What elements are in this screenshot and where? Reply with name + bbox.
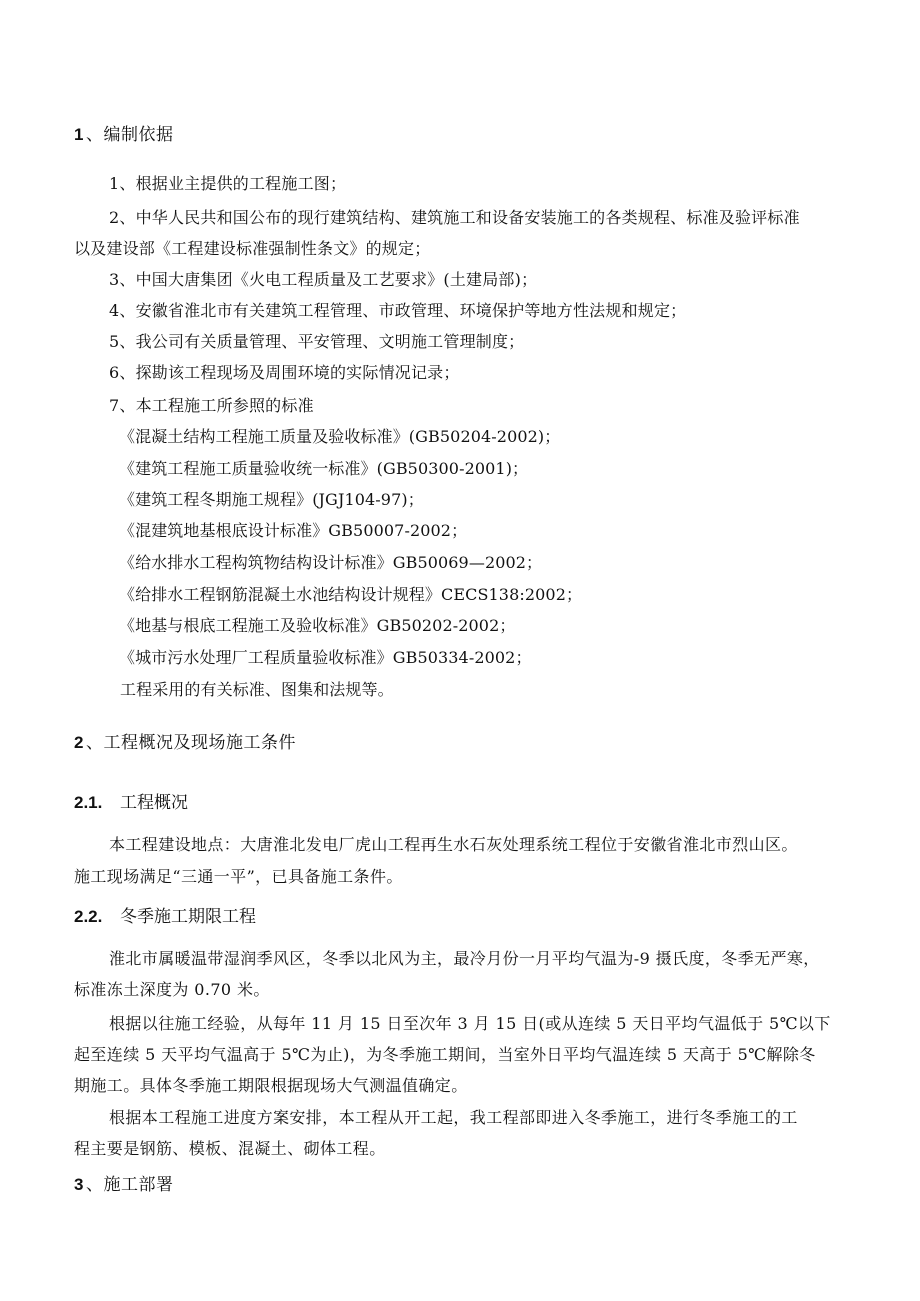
basis-item: 5、我公司有关质量管理、平安管理、文明施工管理制度； bbox=[109, 332, 525, 351]
standard-item: 《给水排水工程构筑物结构设计标准》GB50069—2002； bbox=[119, 553, 543, 572]
basis-item: 2、中华人民共和国公布的现行建筑结构、建筑施工和设备安装施工的各类规程、标准及验评标准 bbox=[109, 208, 800, 227]
standard-item: 《城市污水处理厂工程质量验收标准》GB50334-2002； bbox=[119, 648, 532, 667]
standard-item: 《混凝土结构工程施工质量及验收标准》(GB50204-2002)； bbox=[119, 427, 561, 446]
standard-item: 《建筑工程冬期施工规程》(JGJ104-97)； bbox=[119, 490, 424, 509]
section-1-heading bbox=[74, 120, 173, 145]
paragraph-line: 期施工。具体冬季施工期限根据现场大气测温值确定。 bbox=[74, 1076, 468, 1095]
paragraph-line: 标准冻土深度为 0.70 米。 bbox=[74, 980, 270, 999]
standard-item: 《建筑工程施工质量验收统一标准》(GB50300-2001)； bbox=[119, 459, 529, 478]
paragraph-line: 程主要是钢筋、模板、混凝土、砌体工程。 bbox=[74, 1139, 386, 1158]
basis-item: 3、中国大唐集团《火电工程质量及工艺要求》(土建局部)； bbox=[109, 270, 538, 289]
paragraph-line: 根据本工程施工进度方案安排，本工程从开工起，我工程部即进入冬季施工，进行冬季施工的工 bbox=[109, 1108, 798, 1127]
section-title: 、工程概况及现场施工条件 bbox=[85, 733, 296, 753]
basis-item-continuation: 以及建设部《工程建设标准强制性条文》的规定； bbox=[74, 239, 431, 258]
subsection-title: 工程概况 bbox=[120, 793, 188, 813]
paragraph-line: 起至连续 5 天平均气温高于 5℃为止)，为冬季施工期间，当室外日平均气温连续 5 天高于 5℃解除冬 bbox=[74, 1045, 816, 1064]
subsection-number: 2.1. bbox=[74, 793, 103, 812]
section-number: 3 bbox=[74, 1175, 84, 1194]
section-number: 2 bbox=[74, 733, 84, 752]
section-number: 1 bbox=[74, 125, 84, 144]
basis-item: 1、根据业主提供的工程施工图； bbox=[109, 174, 347, 193]
subsection-2-2-heading bbox=[74, 902, 256, 927]
paragraph-line: 本工程建设地点：大唐淮北发电厂虎山工程再生水石灰处理系统工程位于安徽省淮北市烈山区。 bbox=[109, 835, 798, 854]
section-title: 、施工部署 bbox=[85, 1175, 174, 1195]
basis-item: 7、本工程施工所参照的标准 bbox=[109, 396, 314, 415]
standard-item: 《给排水工程钢筋混凝土水池结构设计规程》CECS138:2002； bbox=[119, 585, 583, 604]
basis-item: 6、探勘该工程现场及周围环境的实际情况记录； bbox=[109, 363, 460, 382]
paragraph-line: 根据以往施工经验，从每年 11 月 15 日至次年 3 月 15 日(或从连续 5 天日平均气温低于 5℃以下 bbox=[109, 1014, 831, 1033]
basis-item: 4、安徽省淮北市有关建筑工程管理、市政管理、环境保护等地方性法规和规定； bbox=[109, 301, 687, 320]
standard-item: 《混建筑地基根底设计标准》GB50007-2002； bbox=[119, 521, 468, 540]
subsection-number: 2.2. bbox=[74, 907, 103, 926]
subsection-2-1-heading bbox=[74, 788, 188, 813]
standards-closing: 工程采用的有关标准、图集和法规等。 bbox=[120, 680, 394, 699]
section-3-heading bbox=[74, 1170, 173, 1195]
section-2-heading bbox=[74, 728, 296, 753]
standard-item: 《地基与根底工程施工及验收标准》GB50202-2002； bbox=[119, 616, 516, 635]
subsection-title: 冬季施工期限工程 bbox=[120, 907, 256, 927]
paragraph-line: 施工现场满足“三通一平”，已具备施工条件。 bbox=[74, 867, 403, 886]
section-title: 、编制依据 bbox=[85, 125, 174, 145]
paragraph-line: 淮北市属暖温带湿润季风区，冬季以北风为主，最冷月份一月平均气温为-9 摄氏度，冬季无严寒， bbox=[109, 949, 820, 968]
